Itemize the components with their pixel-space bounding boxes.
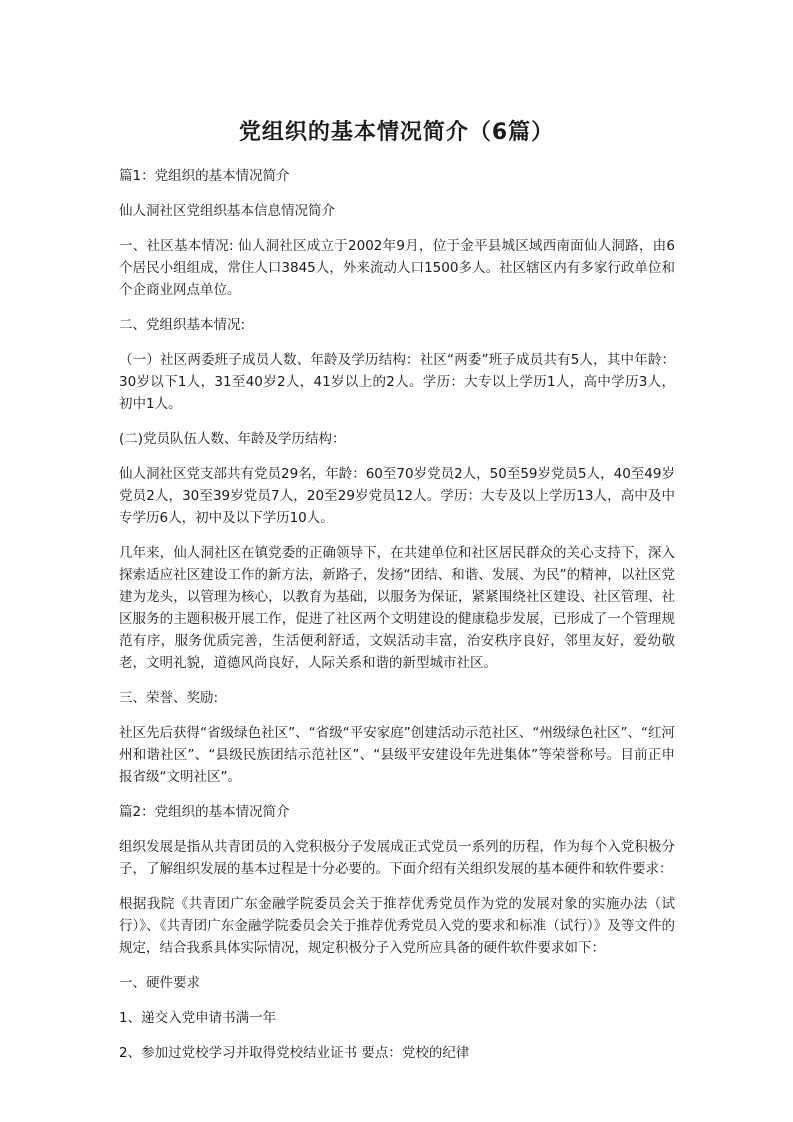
document-body [119, 165, 675, 1077]
list-item-requirement-1: 1、递交入党申请书满一年 [119, 1010, 277, 1026]
heading-party-members: (二)党员队伍人数、年龄及学历结构： [119, 431, 346, 447]
paragraph-achievements-summary: 几年来，仙人洞社区在镇党委的正确领导下，在共建单位和社区居民群众的关心支持下，深入探索适应社区建设工作的新方法，新路子，发扬“团结、和谐、发展、为民”的精神，以社区党建为龙头，以管理为核心，以教育为基础，以服务为保证，紧紧围绕社区建设、社区管理、社区服务的主题积极开展工作，促进了社区两个文明建设的健康稳步发展，已形成了一个管理规范有序，服务优质完善，生活便利舒适，文娱活动丰富，治安秩序良好，邻里友好，爱幼敬老，文明礼貌，道德风尚良好，人际关系和谐的新型城市社区。 [119, 545, 675, 671]
paragraph-organization-development: 组织发展是指从共青团员的入党积极分子发展成正式党员一系列的历程，作为每个入党积极分子，了解组织发展的基本过程是十分必要的。下面介绍有关组织发展的基本硬件和软件要求： [119, 839, 675, 877]
paragraph-committee-structure: （一）社区两委班子成员人数、年龄及学历结构：社区“两委”班子成员共有5人，其中年龄：30岁以下1人，31至40岁2人，41岁以上的2人。学历：大专以上学历1人，高中学历3人，初中1人。 [119, 352, 675, 412]
paragraph-community-basic-info: 一、社区基本情况: 仙人洞社区成立于2002年9月，位于金平县城区域西南面仙人洞路，由6个居民小组组成，常住人口3845人，外来流动人口1500多人。社区辖区内有多家行政单位和个企商业网点单位。 [119, 238, 675, 298]
section-heading-article-1: 篇1：党组织的基本情况简介 [119, 168, 290, 184]
heading-honors: 三、荣誉、奖励: [119, 690, 219, 706]
document-title: 党组织的基本情况简介（6篇） [238, 120, 555, 145]
paragraph-member-statistics: 仙人洞社区党支部共有党员29名，年龄：60至70岁党员2人，50至59岁党员5人，40至49岁党员2人，30至39岁党员7人，20至29岁党员12人。学历：大专及以上学历13人，高中及中专学历6人，初中及以下学历10人。 [119, 466, 675, 526]
paragraph-regulations: 根据我院《共青团广东金融学院委员会关于推荐优秀党员作为党的发展对象的实施办法（试行）》、《共青团广东金融学院委员会关于推荐优秀党员入党的要求和标准（试行）》及等文件的规定，结合我系具体实际情况，规定积极分子入党所应具备的硬件软件要求如下： [119, 896, 675, 956]
paragraph-honors-list: 社区先后获得“省级绿色社区”、“省级“平安家庭”创建活动示范社区、“州级绿色社区”、“红河州和谐社区”、“县级民族团结示范社区”、“县级平安建设年先进集体”等荣誉称号。目前正申报省级“文明社区”。 [119, 725, 675, 785]
heading-party-organization: 二、党组织基本情况: [119, 317, 246, 333]
section-heading-article-2: 篇2：党组织的基本情况简介 [119, 804, 290, 820]
list-item-requirement-2: 2、参加过党校学习并取得党校结业证书 要点：党校的纪律 [119, 1045, 470, 1061]
heading-hardware-requirements: 一、硬件要求 [119, 975, 200, 991]
subtitle-community-overview: 仙人洞社区党组织基本信息情况简介 [119, 203, 335, 219]
